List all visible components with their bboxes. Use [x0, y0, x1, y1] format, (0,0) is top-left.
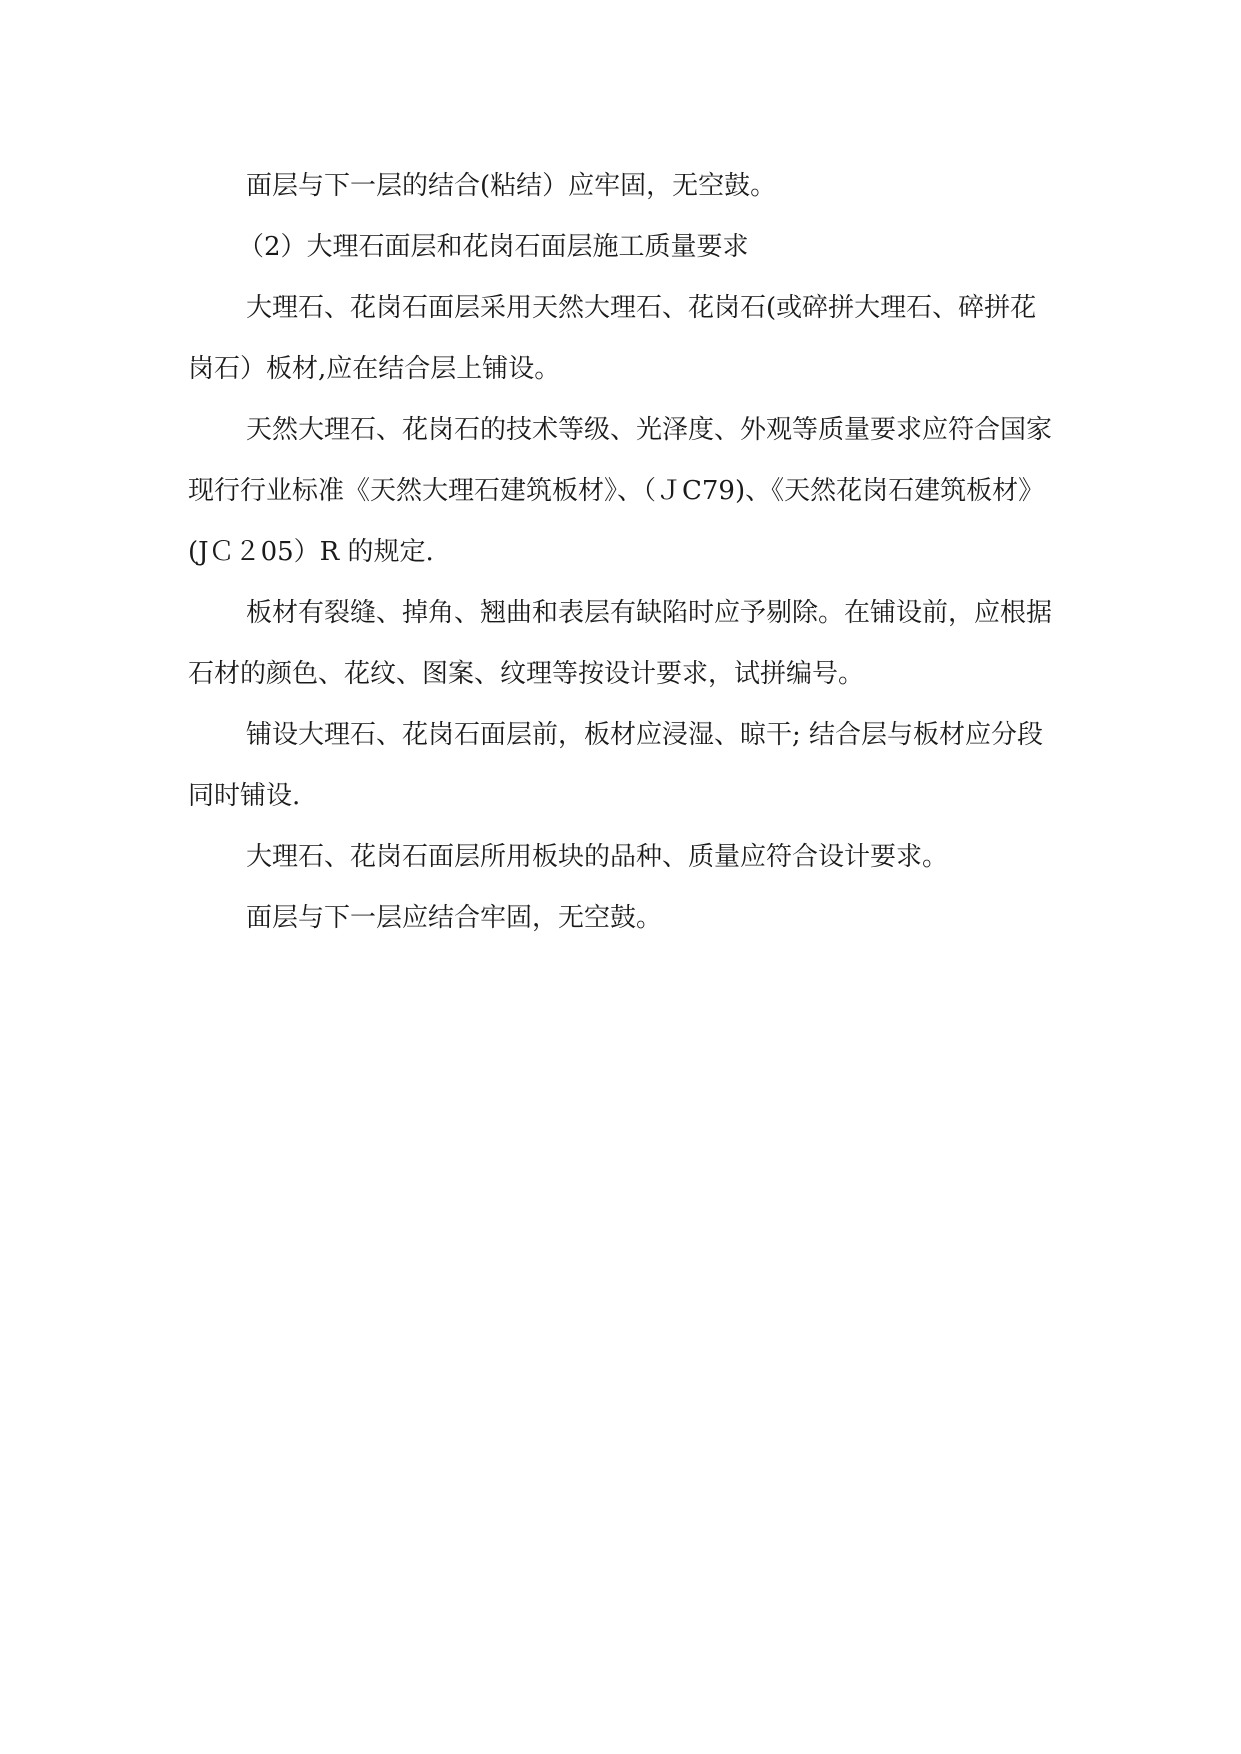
paragraph-material-usage: 大理石、花岗石面层采用天然大理石、花岗石(或碎拼大理石、碎拼花岗石）板材,应在结合层上铺设。: [188, 293, 1037, 384]
paragraph-final-bond: 面层与下一层应结合牢固，无空鼓。: [246, 903, 663, 933]
paragraph-defect-removal: 板材有裂缝、掉角、翘曲和表层有缺陷时应予剔除。在铺设前，应根据石材的颜色、花纹、图案、纹理等按设计要求，试拼编号。: [188, 598, 1053, 689]
document-body: [188, 156, 1058, 949]
section-heading-marble-granite: （2）大理石面层和花岗石面层施工质量要求: [238, 232, 749, 262]
paragraph-quality-standard: 天然大理石、花岗石的技术等级、光泽度、外观等质量要求应符合国家现行行业标准《天然大理石建筑板材》、（ＪC79)、《天然花岗石建筑板材》(JＣ２05）R 的规定.: [188, 415, 1053, 567]
paragraph-soaking: 铺设大理石、花岗石面层前，板材应浸湿、晾干; 结合层与板材应分段同时铺设.: [188, 720, 1044, 811]
paragraph-bond-requirement: 面层与下一层的结合(粘结）应牢固，无空鼓。: [246, 171, 777, 201]
paragraph-varieties: 大理石、花岗石面层所用板块的品种、质量应符合设计要求。: [246, 842, 949, 872]
